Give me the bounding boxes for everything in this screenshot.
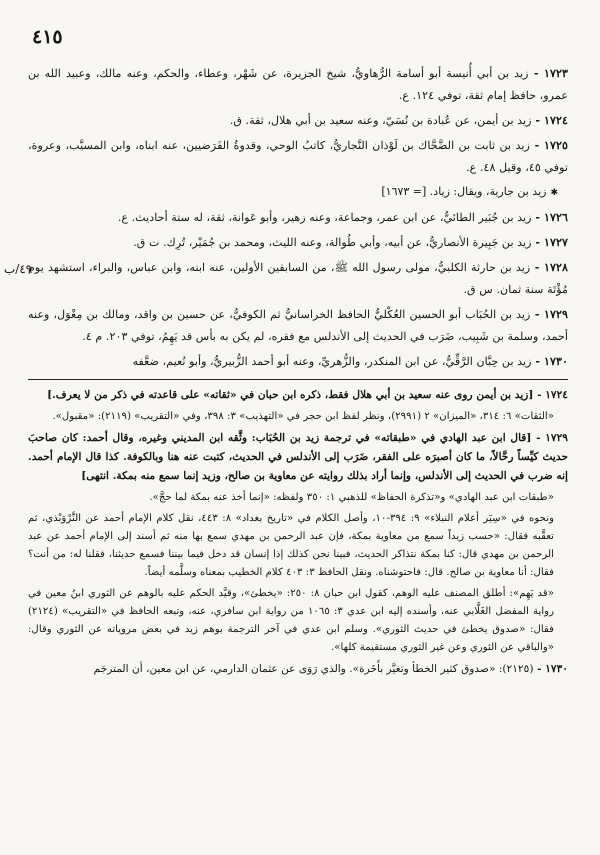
- note-1729-sources-2: ونحوه في «سِيَر أعلام النبلاء» ٩: ٣٩٤-١٠، وأصل الكلام في «تاريخ بغداد» ٨: ٤٤٣، نقل كلام الإمام أحمد عن النَّرْوَبْذي، ثم تعقَّبه فقال: «حسب زيداً سمع من معاوية بمكة، فإن عبد الرحمن بن مهدي سمع بها منه ثم أسند إلى الإمام أحمد عن عبد الرحمن بن مهدي قال: كنا بمكة نتذاكر الحديث، فبينا نحن كذلك إذا إنسان قد دخل فيما بيننا فسمع حديثنا، فقلنا له: من أنت؟ فقال: أنا معاوية بن صالح. قال: فاحتوشناه. ونقل الحافظ ٣: ٤٠٣ كلام الخطيب بمعناه وسلَّمه أيضاً.: [28, 513, 554, 578]
- cross-reference-entry: ✱زيد بن جارية، ويقال: زياد. [= ١٦٧٣]: [381, 185, 558, 198]
- footnote-divider: [28, 379, 568, 380]
- entry-1729: ١٧٢٩ - زيد بن الحُبَاب أبو الحسين العُكْليُّ الحافظ الخراسانيُّ ثم الكوفيُّ، عن حسين بن واقد، ومالك بن مِغْوَل، وعنه أحمد، وسلمة بن شَبِيب، ضَرَب في الحديث إلى الأندلس مع فقره، لم يكن به بأس قد يَهِمُ، توفي ٢٠٣. م ٤.: [28, 307, 568, 343]
- entry-1728: ١٧٢٨ - زيد بن حارثة الكلبيُّ، مولى رسول الله ﷺ، من السابقين الأولين، عنه ابنه، وابن عباس، والبراء، استشهد يوم مُؤْتَة سنة ثمان. س ق.: [28, 260, 569, 296]
- entry-1727: ١٧٢٧ - زيد بن جَبِيرة الأنصاريُّ، عن أبيه، وأبي طُوالة، وعنه الليث، ومحمد بن جُمَيْر، تُرِك. ت ق.: [133, 235, 568, 249]
- note-1729: ١٧٢٩ - [قال ابن عبد الهادي في «طبقاته» في ترجمة زيد بن الحُبَاب: وثَّقه ابن المديني وغيره، وقال أحمد: كان صاحبَ حديث كيِّساً رحَّالاً، ما كان أصبرَه على الفقر، ضَرَب إلى الأندلس في الحديث، كتبت عنه هنا وبالكوفة. كذا قال الإمام أحمد. إنه ضرب في الحديث إلى الأندلس، وإنما أراد بذلك روايته عن معاوية بن صالح، وزيد إنما سمع منه بمكة. انتهى]: [28, 432, 568, 482]
- note-1724: ١٧٢٤ - [زيد بن أيمن روى عنه سعيد بن أبي هلال فقط، ذكره ابن حبان في «ثقاته» على قاعدته في ذكر من لا يعرف.]: [47, 389, 568, 401]
- biography-entries: [28, 62, 568, 375]
- entry-1725: ١٧٢٥ - زيد بن ثابت بن الضَّحَّاك بن لَوْذان النَّجاريُّ، كاتبُ الوحي، وقدوةُ الفَرَضيين، عنه ابناه، وابن المسيَّب، وعروة، توفي ٤٥، وقيل ٤٨. ع.: [28, 138, 569, 174]
- note-1729-sources-1: «طبقات ابن عبد الهادي» و«تذكرة الحفاظ» للذهبي ١: ٣٥٠ ولفظه: «إنما أخذ عنه بمكة لما حجَّ».: [149, 492, 554, 503]
- entry-1726: ١٧٢٦ - زيد بن جُبَير الطائيُّ، عن ابن عمر، وجماعة، وعنه زهير، وأبو عَوانة، ثقة، له ستة أحاديث. ع.: [117, 210, 568, 224]
- note-1730: ١٧٣٠ - (٢١٢٥): «صدوق كثير الخطأ وتغيَّر بأَخَرة». والذي رَوَى عن عثمان الدارمي، عن ابن معين، أن المترجَم: [93, 663, 568, 675]
- footnotes: [28, 386, 568, 682]
- entry-1724: ١٧٢٤ - زيد بن أيمن، عن عُبادة بن نُسَيّ، وعنه سعيد بن أبي هلال، ثقة. ق.: [229, 113, 568, 127]
- entry-1723: ١٧٢٣ - زيد بن أبي أُنيسة أبو أسامة الرُّهاويُّ، شيخ الجزيرة، عن شَهْر، وعطاء، والحكم، وعنه مالك، وعبيد الله بن عمرو، حافظ إمام ثقة، توفي ١٢٤. ع.: [28, 66, 568, 102]
- note-1724-sources: «الثقات» ٦: ٣١٤، «الميزان» ٢ (٢٩٩١)، ونظر لفظ ابن حجر في «التهذيب» ٣: ٣٩٨، وفي «التقريب» (٢١١٩): «مقبول».: [52, 411, 554, 422]
- page-number: ٤١٥: [32, 26, 63, 48]
- star-bullet-icon: ✱: [550, 188, 558, 198]
- entry-1730: ١٧٣٠ - زيد بن حِبَّان الرَّقِّيُّ، عن ابن المنكدر، والزُّهريِّ، وعنه أبو أحمد الزُّبيريُّ، وأبو نُعيم، ضعَّفه: [132, 354, 568, 368]
- margin-folio-note: ٤٩/ب: [4, 262, 33, 276]
- note-1729-sources-3: «قد يَهِم»: أطلق المصنف عليه الوهم، كقول ابن حبان ٨: ٢٥٠: «يخطئ»، وقيَّد الحكم عليه بالوهم عن الثوري ابنُ معين في رواية المفضل الغَلَّابي عنه، وأسنده إليه ابن عدي ٣: ١٠٦٥ من رواية ابن سافري، عنه، وتبعه الحافظ في «التقريب» (٢١٢٤) فقال: «صدوق يخطئ في حديث الثوري». وسلم ابن عدي في آخر الترجمة بوهم زيد في بعض مروياته عن الثوري وقال: «والباقي عن الثوري وعن غير الثوري مستقيمة كلها».: [28, 588, 555, 653]
